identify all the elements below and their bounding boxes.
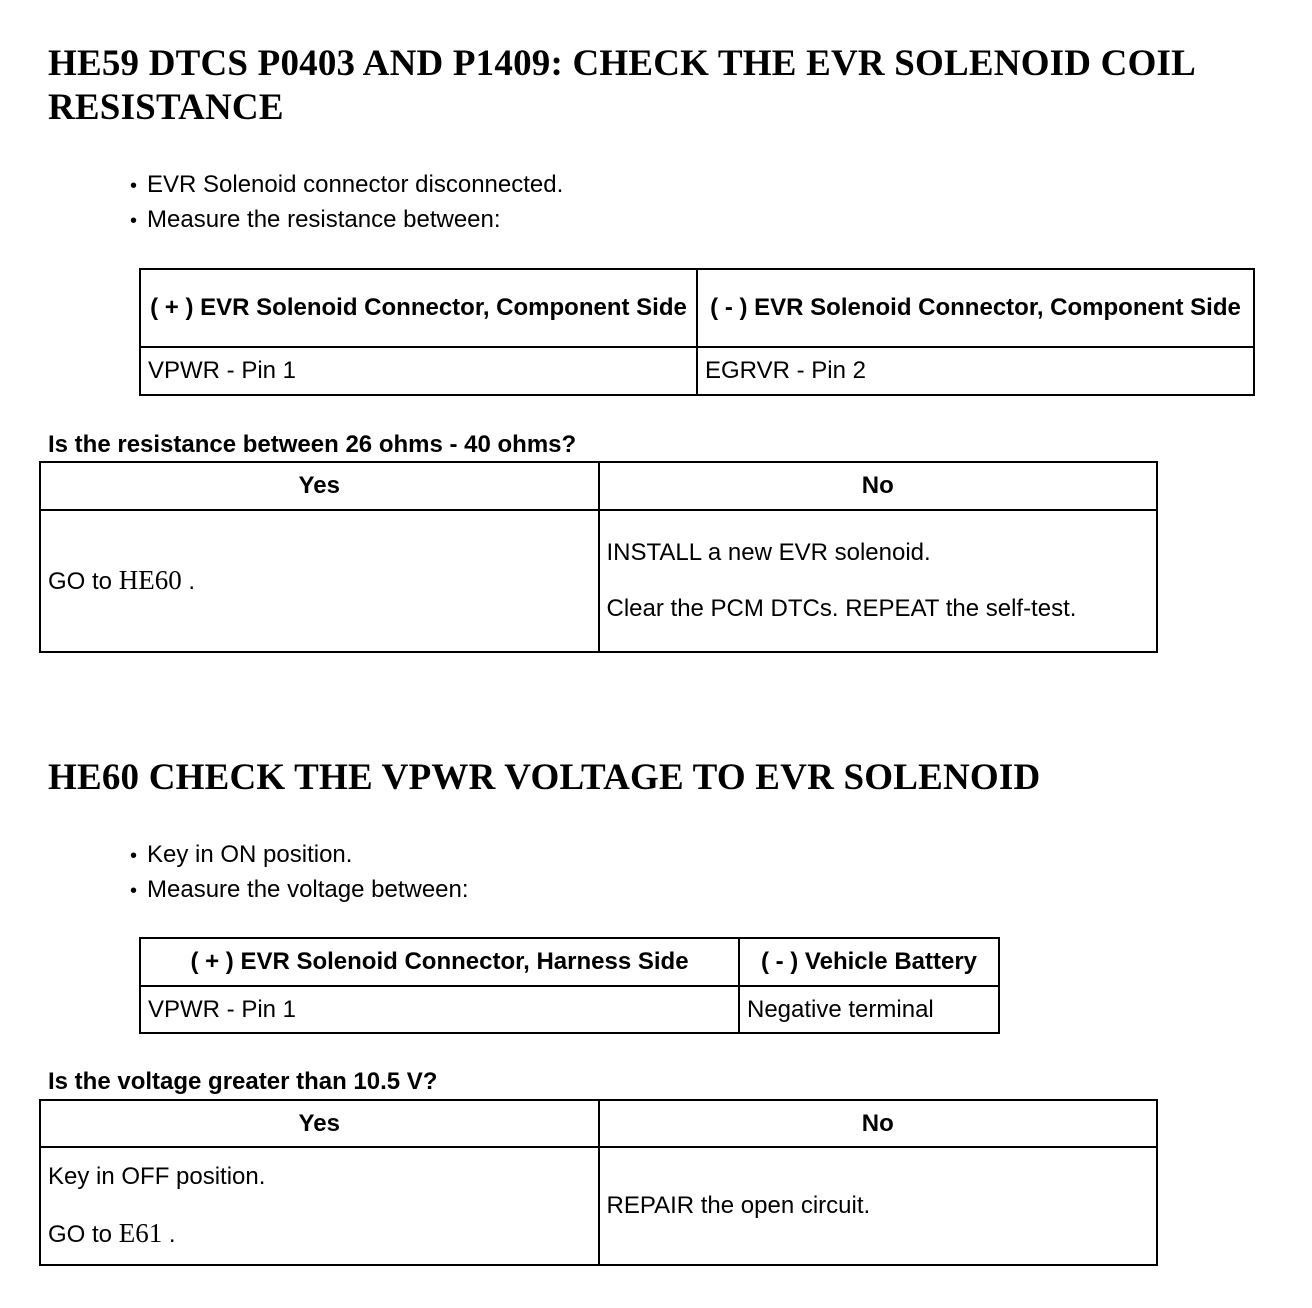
yes-cell bbox=[40, 1147, 599, 1265]
table-header-row bbox=[40, 462, 1157, 510]
list-item: • Measure the resistance between: bbox=[130, 203, 563, 238]
he59-answer-table bbox=[39, 461, 1158, 653]
goto-suffix: . bbox=[188, 568, 196, 595]
no-cell bbox=[599, 1147, 1158, 1265]
table-cell: VPWR - Pin 1 bbox=[140, 347, 697, 395]
goto-e61-link[interactable]: E61 bbox=[118, 1218, 163, 1248]
table-cell: VPWR - Pin 1 bbox=[140, 986, 739, 1033]
list-item: • Measure the voltage between: bbox=[130, 873, 469, 908]
list-item: • EVR Solenoid connector disconnected. bbox=[130, 168, 563, 203]
table-row bbox=[40, 510, 1157, 652]
he59-title: HE59 DTCS P0403 AND P1409: CHECK THE EVR SOLENOID COIL RESISTANCE bbox=[48, 43, 1194, 128]
he60-question: Is the voltage greater than 10.5 V? bbox=[48, 1068, 438, 1095]
he59-question: Is the resistance between 26 ohms - 40 ohms? bbox=[48, 431, 577, 458]
list-item: • Key in ON position. bbox=[130, 838, 469, 873]
goto-suffix: . bbox=[168, 1221, 176, 1248]
he59-instructions bbox=[130, 168, 563, 238]
yes-header: Yes bbox=[40, 1100, 599, 1147]
table-row bbox=[40, 1147, 1157, 1265]
table-header-row bbox=[140, 269, 1254, 347]
no-header: No bbox=[599, 462, 1158, 510]
he60-title: HE60 CHECK THE VPWR VOLTAGE TO EVR SOLENOID bbox=[48, 757, 1041, 798]
goto-he60-link[interactable]: HE60 bbox=[118, 565, 182, 595]
no-step: REPAIR the open circuit. bbox=[606, 1192, 871, 1219]
table-header-positive: ( + ) EVR Solenoid Connector, Harness Side bbox=[140, 938, 739, 986]
table-cell: EGRVR - Pin 2 bbox=[697, 347, 1254, 395]
yes-step: Key in OFF position. bbox=[48, 1163, 266, 1190]
he59-pin-table bbox=[139, 268, 1255, 396]
he60-answer-table bbox=[39, 1099, 1158, 1266]
table-row bbox=[140, 986, 999, 1033]
table-header-row bbox=[140, 938, 999, 986]
no-cell bbox=[599, 510, 1158, 652]
table-header-positive: ( + ) EVR Solenoid Connector, Component Side bbox=[140, 269, 697, 347]
table-row bbox=[140, 347, 1254, 395]
no-step: Clear the PCM DTCs. REPEAT the self-test. bbox=[606, 595, 1077, 622]
table-header-negative: ( - ) Vehicle Battery bbox=[739, 938, 999, 986]
table-header-row bbox=[40, 1100, 1157, 1147]
table-cell: Negative terminal bbox=[739, 986, 999, 1033]
he60-pin-table bbox=[139, 937, 1000, 1034]
goto-prefix: GO to bbox=[48, 1221, 113, 1248]
no-step: INSTALL a new EVR solenoid. bbox=[606, 539, 931, 566]
no-header: No bbox=[599, 1100, 1158, 1147]
yes-header: Yes bbox=[40, 462, 599, 510]
goto-prefix: GO to bbox=[48, 568, 113, 595]
he60-instructions bbox=[130, 838, 469, 908]
table-header-negative: ( - ) EVR Solenoid Connector, Component Side bbox=[697, 269, 1254, 347]
yes-cell bbox=[40, 510, 599, 652]
